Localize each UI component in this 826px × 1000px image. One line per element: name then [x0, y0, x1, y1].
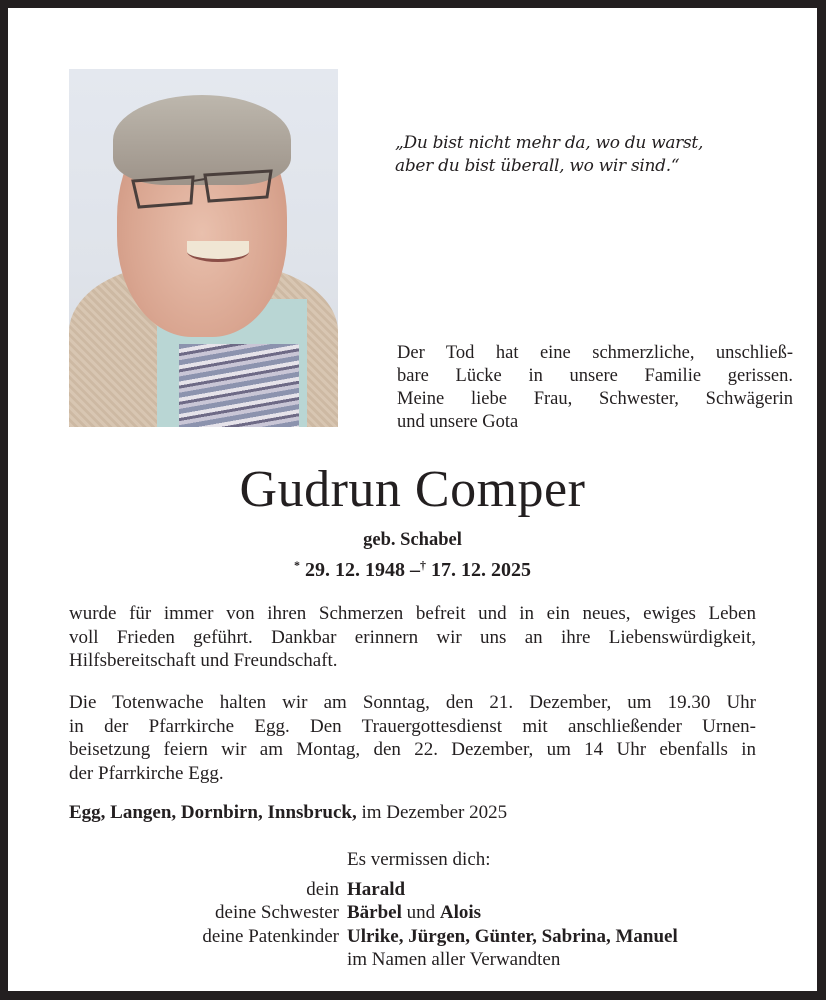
photo-glasses-shape [125, 169, 275, 209]
intro-line-2: bare Lücke in unsere Familie gerissen. [397, 366, 793, 386]
place-and-date [69, 801, 507, 825]
birth-name: geb. Schabel [363, 530, 462, 550]
mourners-heading-row [8, 848, 817, 872]
life-dates [8, 553, 817, 582]
quote [395, 132, 703, 178]
quote-line-1: „Du bist nicht mehr da, wo du warst, [395, 133, 704, 153]
intro-line-1: Der Tod hat eine schmerzliche, unschließ- [397, 343, 793, 363]
mourner-row [8, 878, 817, 902]
intro-line-4: und unsere Gota [397, 412, 519, 432]
intro-text [397, 342, 793, 434]
death-date: 17. 12. 2025 [431, 559, 531, 581]
mourner-names-2: Alois [439, 902, 482, 923]
mourner-names: Harald [347, 878, 406, 900]
death-cross-icon: † [420, 558, 426, 572]
paragraph-services [69, 691, 756, 785]
mourner-relation: deine Schwester [215, 902, 339, 923]
places: Egg, Langen, Dornbirn, Innsbruck, [69, 802, 357, 823]
mourners-heading: Es vermissen dich: [347, 849, 491, 870]
paragraph1-line-2: voll Frieden geführt. Dankbar erinnern wir uns an ihre Liebenswürdigkeit, [69, 626, 756, 648]
mourners-closing-row [8, 948, 817, 972]
deceased-name: Gudrun Comper [239, 461, 586, 518]
photo-shirt-shape [179, 344, 299, 427]
quote-line-2: aber du bist überall, wo wir sind.“ [395, 156, 680, 176]
mourner-relation: dein [306, 878, 339, 900]
obituary-card [8, 8, 817, 991]
paragraph2-line-4: der Pfarrkirche Egg. [69, 762, 224, 784]
portrait-photo [69, 69, 338, 427]
mourner-row [8, 925, 817, 949]
mourners-block [8, 848, 817, 972]
paragraph2-line-3: beisetzung feiern wir am Montag, den 22. Dezember, um 14 Uhr ebenfalls in [69, 739, 756, 760]
photo-smile-shape [187, 241, 249, 262]
paragraph2-line-2: in der Pfarrkirche Egg. Den Trauergottesdienst mit anschließender Urnen- [69, 715, 756, 737]
intro-line-3: Meine liebe Frau, Schwester, Schwägerin [397, 389, 793, 409]
mourner-connector: und [406, 902, 436, 923]
paragraph1-line-1: wurde für immer von ihren Schmerzen befreit und in ein neues, ewiges Leben [69, 603, 756, 624]
paragraph2-line-1: Die Totenwache halten wir am Sonntag, den 21. Dezember, um 19.30 Uhr [69, 692, 756, 713]
mourner-row [8, 901, 817, 925]
mourners-closing: im Namen aller Verwandten [347, 949, 561, 970]
paragraph-farewell [69, 602, 756, 673]
mourner-relation: deine Patenkinder [202, 925, 339, 947]
mourner-names: Ulrike, Jürgen, Günter, Sabrina, Manuel [347, 925, 678, 947]
mourner-names: Bärbel [347, 902, 402, 923]
paragraph1-line-3: Hilfsbereitschaft und Freundschaft. [69, 650, 338, 671]
birth-date: 29. 12. 1948 [305, 559, 405, 581]
birth-star-icon: * [294, 558, 300, 572]
date-separator: – [410, 559, 420, 581]
notice-date: im Dezember 2025 [361, 802, 508, 823]
